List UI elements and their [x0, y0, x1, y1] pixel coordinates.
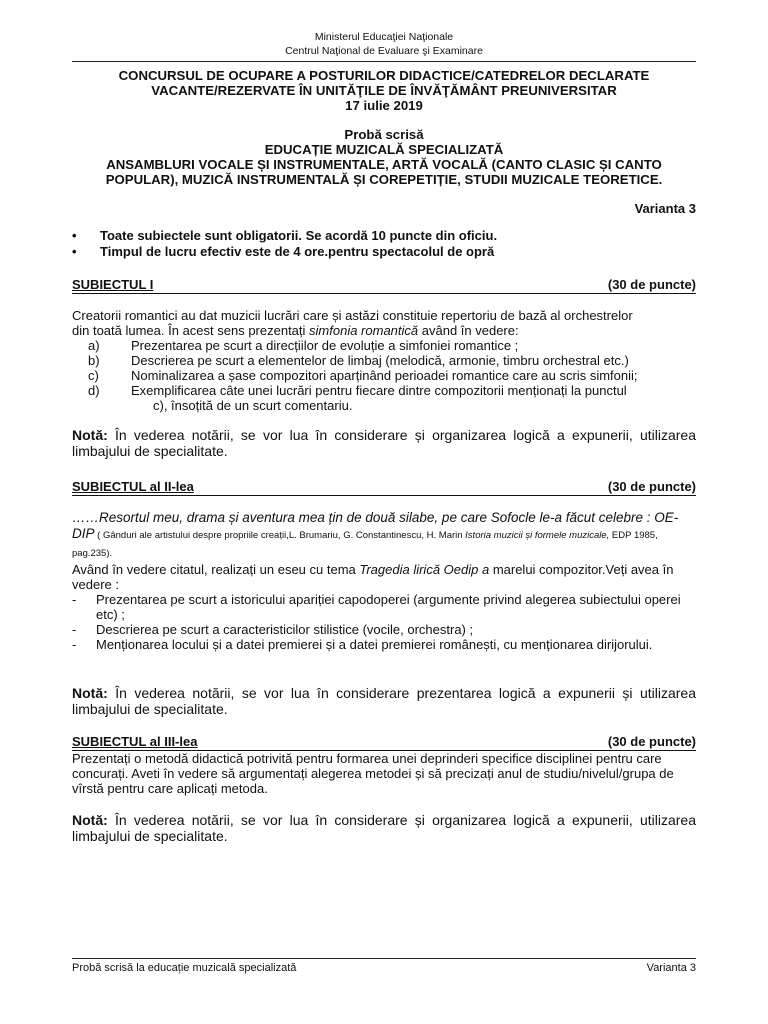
section-1-label: SUBIECTUL I [72, 277, 154, 292]
instructions-list [72, 228, 696, 259]
footer-left: Probă scrisă la educație muzicală specializată [72, 962, 297, 974]
section-3-points: (30 de puncte) [607, 734, 696, 749]
section-1-heading [72, 277, 696, 294]
specialization-line-2: POPULAR), MUZICĂ INSTRUMENTALĂ ȘI COREPETIȚIE, STUDII MUZICALE TEORETICE. [105, 172, 663, 187]
section-2-label: SUBIECTUL al II-lea [72, 479, 194, 494]
instruction-item: • Toate subiectele sunt obligatorii. Se acordă 10 puncte din oficiu. [72, 228, 498, 243]
section-1-requirements [72, 338, 696, 413]
list-item: c) Nominalizarea a șase compozitori aparținând perioadei romantice care au scris simfonii; [88, 368, 638, 383]
title-line-1: CONCURSUL DE OCUPARE A POSTURILOR DIDACTICE/CATEDRELOR DECLARATE [118, 68, 650, 83]
section-1-intro: Creatorii romantici au dat muzicii lucrări care și astăzi constituie repertoriu de bază al orchestrelor din toată lumea. În acest sens prezentați simfonia romantică având în vedere: [72, 308, 633, 338]
proba-label: Probă scrisă [344, 127, 424, 142]
bullet-icon: • [72, 228, 77, 243]
footer-divider [72, 958, 696, 959]
list-item: b) Descrierea pe scurt a elementelor de limbaj (melodică, armonie, timbru orchestral etc.) [88, 353, 629, 368]
section-2-quote: ……Resortul meu, drama și aventura mea țin de două silabe, pe care Sofocle le-a făcut celebre : OE-DIP ( Gânduri ale artistului despre propriile creații,L. Brumariu, G. Constantinescu, H. Marin Istoria muzicii și formele muzicale, EDP 1985, pag.235). [72, 510, 679, 559]
section-2-note: Notă: În vederea notării, se vor lua în considerare prezentarea logică a expunerii și utilizarea limbajului de specialitate. [72, 685, 696, 717]
section-3-heading [72, 734, 696, 751]
section-2-points: (30 de puncte) [607, 479, 696, 494]
section-3-text: Prezentați o metodă didactică potrivită pentru formarea unei deprinderi specifice disciplinei pentru care concurați. Aveti în vedere să argumentați alegerea metodei și să precizați anul de studiu/nivelul/grupa de vîrstă pentru care aplicați metoda. [72, 751, 674, 796]
section-1-points: (30 de puncte) [607, 277, 696, 292]
list-item: - Prezentarea pe scurt a istoricului apariției capodoperei (argumente privind alegerea subiectului operei etc) ; [72, 592, 681, 622]
page-footer [72, 962, 696, 974]
variant-label: Varianta 3 [634, 201, 696, 216]
section-2-requirements [72, 592, 696, 652]
list-item: a) Prezentarea pe scurt a direcțiilor de evoluție a simfoniei romantice ; [88, 338, 519, 353]
section-2-intro: Având în vedere citatul, realizați un eseu cu tema Tragedia lirică Oedip a marelui compozitor.Veți avea în vedere : [72, 562, 674, 592]
section-3-note: Notă: În vederea notării, se vor lua în considerare și organizarea logică a expunerii, utilizarea limbajului de specialitate. [72, 812, 696, 844]
list-item: - Descrierea pe scurt a caracteristicilor stilistice (vocile, orchestra) ; [72, 622, 474, 637]
ministry-name: Ministerul Educaţiei Naţionale [314, 31, 454, 43]
subject-name: EDUCAȚIE MUZICALĂ SPECIALIZATĂ [264, 142, 504, 157]
center-name: Centrul Naţional de Evaluare şi Examinare [285, 45, 483, 57]
header-divider [72, 61, 696, 62]
quote-reference: ( Gânduri ale artistului despre propriile creații,L. Brumariu, G. Constantinescu, H. Marin Istoria muzicii și formele muzicale, EDP 1985, pag.235). [72, 530, 658, 559]
specialization-line-1: ANSAMBLURI VOCALE ȘI INSTRUMENTALE, ARTĂ VOCALĂ (CANTO CLASIC ȘI CANTO [106, 157, 662, 172]
list-item: - Menționarea locului și a datei premierei și a datei premierei românești, cu menționarea dirijorului. [72, 637, 653, 652]
instruction-item: • Timpul de lucru efectiv este de 4 ore.pentru spectacolul de opră [72, 244, 495, 259]
exam-date: 17 iulie 2019 [345, 98, 423, 113]
footer-right: Varianta 3 [646, 962, 696, 974]
section-2-heading [72, 479, 696, 496]
document-title [72, 68, 696, 187]
list-item: d) Exemplificarea câte unei lucrări pentru fiecare dintre compozitorii menționați la punctul c), însoțită de un scurt comentariu. [88, 383, 627, 413]
page-header [0, 30, 768, 58]
title-line-2: VACANTE/REZERVATE ÎN UNITĂŢILE DE ÎNVĂŢĂMÂNT PREUNIVERSITAR [151, 83, 617, 98]
document-body [72, 68, 696, 844]
bullet-icon: • [72, 244, 77, 259]
section-3-label: SUBIECTUL al III-lea [72, 734, 198, 749]
section-1-note: Notă: În vederea notării, se vor lua în considerare și organizarea logică a expunerii, utilizarea limbajului de specialitate. [72, 427, 696, 459]
